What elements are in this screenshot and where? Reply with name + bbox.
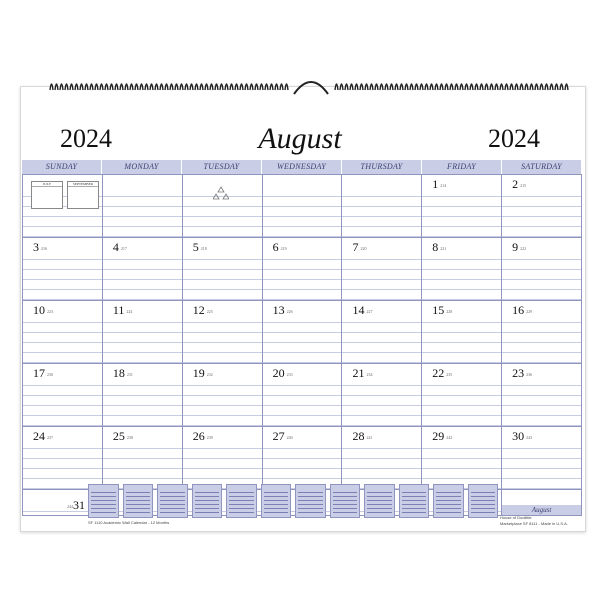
day-number — [33, 429, 53, 444]
month-title: August — [258, 122, 342, 155]
spiral-coil — [510, 84, 513, 90]
spiral-coil — [85, 84, 88, 90]
day-number-text: 22 — [432, 366, 445, 380]
day-cell[interactable] — [183, 175, 263, 237]
spiral-coil — [480, 84, 483, 90]
day-number — [273, 240, 287, 255]
spiral-coil — [220, 84, 223, 90]
day-cell[interactable] — [342, 427, 422, 489]
spiral-coil — [455, 84, 458, 90]
spiral-coil — [400, 84, 403, 90]
day-number — [273, 366, 293, 381]
spiral-coil — [540, 84, 543, 90]
spiral-coil — [545, 84, 548, 90]
footer-mini-month — [433, 484, 464, 518]
mini-month-grid — [91, 492, 116, 515]
day-number-text: 13 — [272, 303, 285, 317]
day-number-text: 30 — [512, 429, 525, 443]
day-cell[interactable] — [502, 238, 582, 300]
day-header-monday: MONDAY — [102, 160, 182, 174]
day-cell[interactable] — [502, 364, 582, 426]
day-number-text: 4 — [112, 240, 119, 254]
spiral-coil — [150, 84, 153, 90]
spiral-coil — [335, 84, 338, 90]
day-of-year: 221 — [440, 245, 447, 251]
spiral-coil — [555, 84, 558, 90]
footer-mini-month — [468, 484, 499, 518]
week-row — [22, 364, 582, 427]
spiral-coil — [50, 84, 53, 90]
mini-month-grid — [264, 492, 289, 515]
day-number — [512, 177, 526, 192]
day-number-text: 24 — [33, 429, 45, 443]
day-number-text: 14 — [352, 303, 365, 317]
spiral-coil — [210, 84, 213, 90]
mini-month-grid — [229, 492, 254, 515]
day-number — [512, 303, 532, 318]
day-number-text: 20 — [272, 366, 285, 380]
day-cell[interactable] — [502, 301, 582, 363]
day-number-text: 26 — [192, 429, 205, 443]
spiral-coil — [130, 84, 133, 90]
spiral-coil — [160, 84, 163, 90]
day-cell[interactable] — [502, 175, 582, 237]
day-header-wednesday: WEDNESDAY — [262, 160, 342, 174]
spiral-coil — [250, 84, 253, 90]
spiral-coil — [375, 84, 378, 90]
spiral-coil — [80, 84, 83, 90]
calendar-grid — [22, 160, 582, 516]
day-number-text: 12 — [192, 303, 205, 317]
day-of-year: 240 — [286, 434, 293, 440]
mini-calendar-title: SEPTEMBER — [68, 182, 98, 187]
spiral-coil — [355, 84, 358, 90]
day-cell[interactable] — [22, 238, 103, 300]
day-number-text: 19 — [192, 366, 205, 380]
footer-mini-month — [364, 484, 395, 518]
day-number — [193, 240, 207, 255]
day-number — [65, 498, 85, 513]
day-of-year: 232 — [206, 371, 213, 377]
spiral-coil — [340, 84, 343, 90]
day-cell[interactable] — [183, 301, 263, 363]
day-number-text: 27 — [272, 429, 285, 443]
day-cell[interactable] — [422, 364, 502, 426]
day-cell[interactable] — [103, 364, 183, 426]
spiral-coil — [90, 84, 93, 90]
footer-mini-month — [192, 484, 223, 518]
day-number — [33, 303, 53, 318]
day-of-year: 231 — [126, 371, 133, 377]
day-header-friday: FRIDAY — [422, 160, 502, 174]
spiral-coil — [520, 84, 523, 90]
spiral-coil — [405, 84, 408, 90]
day-cell[interactable] — [422, 301, 502, 363]
day-header-tuesday: TUESDAY — [182, 160, 262, 174]
day-number — [432, 303, 452, 318]
spiral-coil — [475, 84, 478, 90]
day-number — [193, 429, 213, 444]
day-number — [352, 240, 366, 255]
day-number-text: 7 — [352, 240, 359, 254]
day-cell[interactable] — [103, 238, 183, 300]
spiral-coil — [535, 84, 538, 90]
spiral-coil — [165, 84, 168, 90]
day-number-text: 5 — [192, 240, 199, 254]
spiral-coil — [485, 84, 488, 90]
day-number-text: 16 — [512, 303, 525, 317]
day-number — [432, 240, 446, 255]
spiral-coil — [240, 84, 243, 90]
day-number — [512, 366, 532, 381]
day-cell[interactable] — [502, 427, 582, 489]
days-of-week-header — [22, 160, 582, 175]
day-of-year: 217 — [120, 245, 127, 251]
mini-calendar-next — [67, 181, 99, 209]
day-of-year: 224 — [126, 308, 133, 314]
day-number-text: 25 — [112, 429, 125, 443]
day-cell[interactable] — [263, 175, 343, 237]
spiral-coil — [135, 84, 138, 90]
day-of-year: 234 — [366, 371, 373, 377]
day-cell[interactable] — [22, 364, 103, 426]
day-cell[interactable] — [22, 175, 103, 237]
day-cell[interactable] — [263, 238, 343, 300]
day-number-text: 10 — [33, 303, 45, 317]
spiral-coil — [140, 84, 143, 90]
day-number-text: 28 — [352, 429, 365, 443]
spiral-coil — [285, 84, 288, 90]
day-number-text: 8 — [432, 240, 439, 254]
spiral-coil — [170, 84, 173, 90]
spiral-coil — [450, 84, 453, 90]
day-cell[interactable] — [22, 427, 103, 489]
spiral-coil — [110, 84, 113, 90]
spiral-coil — [470, 84, 473, 90]
day-of-year: 218 — [200, 245, 207, 251]
mini-month-grid — [333, 492, 358, 515]
day-number-text: 31 — [73, 498, 85, 512]
footer-mini-month — [330, 484, 361, 518]
day-number — [193, 366, 213, 381]
spiral-coil — [70, 84, 73, 90]
day-number — [113, 429, 133, 444]
footer-mini-month — [261, 484, 292, 518]
spiral-coil — [435, 84, 438, 90]
spiral-coil — [60, 84, 63, 90]
day-cell[interactable] — [183, 238, 263, 300]
day-number — [432, 429, 452, 444]
spiral-coil — [55, 84, 58, 90]
spiral-coil — [265, 84, 268, 90]
spiral-coil — [410, 84, 413, 90]
mini-month-grid — [471, 492, 496, 515]
day-header-thursday: THURSDAY — [342, 160, 422, 174]
day-of-year: 225 — [206, 308, 213, 314]
week-row — [22, 175, 582, 238]
day-cell[interactable] — [342, 238, 422, 300]
day-number-text: 6 — [272, 240, 279, 254]
day-cell[interactable] — [263, 427, 343, 489]
spiral-coil — [75, 84, 78, 90]
day-cell[interactable] — [183, 427, 263, 489]
spiral-coil — [415, 84, 418, 90]
spiral-coil — [380, 84, 383, 90]
spiral-coil — [260, 84, 263, 90]
day-cell[interactable] — [422, 427, 502, 489]
spiral-coil — [270, 84, 273, 90]
day-number — [113, 240, 127, 255]
spiral-coil — [145, 84, 148, 90]
day-cell[interactable] — [263, 364, 343, 426]
spiral-coil — [235, 84, 238, 90]
day-number-text: 15 — [432, 303, 445, 317]
spiral-binding — [46, 76, 576, 96]
day-of-year: 239 — [206, 434, 213, 440]
spiral-coil — [245, 84, 248, 90]
spiral-coil — [465, 84, 468, 90]
day-number — [193, 303, 213, 318]
day-of-year: 226 — [286, 308, 293, 314]
footer-mini-month — [123, 484, 154, 518]
day-number — [432, 177, 446, 192]
mini-month-grid — [126, 492, 151, 515]
mini-month-grid — [402, 492, 427, 515]
spiral-coil — [120, 84, 123, 90]
spiral-coil — [515, 84, 518, 90]
footer-month-strip — [88, 484, 498, 518]
spiral-coil — [360, 84, 363, 90]
day-cell[interactable] — [422, 175, 502, 237]
day-of-year: 229 — [526, 308, 533, 314]
week-row — [22, 301, 582, 364]
day-number-text: 3 — [33, 240, 39, 254]
day-cell[interactable] — [183, 364, 263, 426]
day-of-year: 242 — [446, 434, 453, 440]
footer-left-text: SF 1110 Academic Wall Calendar - 12 Months — [88, 520, 170, 525]
spiral-coil — [530, 84, 533, 90]
day-number-text: 29 — [432, 429, 445, 443]
spiral-coil — [115, 84, 118, 90]
day-number — [432, 366, 452, 381]
spiral-coil — [495, 84, 498, 90]
day-number-text: 18 — [112, 366, 125, 380]
spiral-coil — [185, 84, 188, 90]
day-cell[interactable] — [103, 301, 183, 363]
spiral-coil — [385, 84, 388, 90]
day-of-year: 214 — [440, 182, 447, 188]
mini-month-grid — [367, 492, 392, 515]
mini-month-grid — [298, 492, 323, 515]
day-of-year: 236 — [526, 371, 533, 377]
day-number-text: 1 — [432, 177, 439, 191]
week-row — [22, 427, 582, 490]
month-label-tab: August — [502, 505, 581, 515]
day-number — [113, 303, 133, 318]
year-left: 2024 — [60, 124, 112, 153]
spiral-coil — [420, 84, 423, 90]
spiral-coil — [430, 84, 433, 90]
day-of-year: 222 — [520, 245, 527, 251]
day-of-year: 233 — [286, 371, 293, 377]
day-number — [273, 303, 293, 318]
day-number-text: 9 — [512, 240, 519, 254]
day-cell[interactable] — [422, 238, 502, 300]
spiral-coil — [205, 84, 208, 90]
recycle-icon — [213, 185, 229, 201]
day-header-saturday: SATURDAY — [502, 160, 582, 174]
footer-mini-month — [399, 484, 430, 518]
day-header-sunday: SUNDAY — [22, 160, 102, 174]
day-of-year: 243 — [526, 434, 533, 440]
day-number — [512, 429, 532, 444]
day-number — [273, 429, 293, 444]
day-of-year: 238 — [126, 434, 133, 440]
mini-month-grid — [436, 492, 461, 515]
day-of-year: 223 — [47, 308, 53, 314]
day-of-year: 227 — [366, 308, 373, 314]
footer-mini-month — [226, 484, 257, 518]
spiral-coil — [200, 84, 203, 90]
day-of-year: 235 — [446, 371, 453, 377]
spiral-coil — [155, 84, 158, 90]
day-of-year: 237 — [47, 434, 53, 440]
spiral-coil — [425, 84, 428, 90]
day-number-text: 23 — [512, 366, 525, 380]
day-number-text: 17 — [33, 366, 45, 380]
week-row — [22, 238, 582, 301]
mini-calendar-prev — [31, 181, 63, 209]
spiral-coil — [125, 84, 128, 90]
spiral-coil — [550, 84, 553, 90]
mini-calendar-title: JULY — [32, 182, 62, 187]
day-number — [512, 240, 526, 255]
spiral-coil — [440, 84, 443, 90]
spiral-coil — [560, 84, 563, 90]
spiral-coil — [350, 84, 353, 90]
day-of-year: 216 — [41, 245, 47, 251]
year-right: 2024 — [488, 124, 540, 153]
day-number — [352, 429, 372, 444]
spiral-coil — [395, 84, 398, 90]
extra-cell — [502, 490, 582, 515]
spiral-coil — [275, 84, 278, 90]
day-of-year: 228 — [446, 308, 453, 314]
spiral-coil — [180, 84, 183, 90]
spiral-coil — [255, 84, 258, 90]
spiral-coil — [280, 84, 283, 90]
day-cell[interactable] — [103, 175, 183, 237]
day-of-year: 230 — [47, 371, 53, 377]
footer-right-text — [500, 515, 568, 527]
day-cell[interactable] — [263, 301, 343, 363]
day-cell[interactable] — [342, 175, 422, 237]
day-cell[interactable] — [22, 301, 103, 363]
day-of-year: 219 — [280, 245, 287, 251]
day-of-year: 220 — [360, 245, 367, 251]
spiral-coil — [215, 84, 218, 90]
day-of-year: 244 — [67, 503, 73, 509]
day-number-text: 21 — [352, 366, 365, 380]
day-number-text: 11 — [112, 303, 125, 317]
spiral-coil — [525, 84, 528, 90]
footer-mini-month — [157, 484, 188, 518]
mini-month-grid — [160, 492, 185, 515]
spiral-coil — [460, 84, 463, 90]
spiral-coil — [65, 84, 68, 90]
day-of-year: 241 — [366, 434, 373, 440]
day-number — [352, 366, 372, 381]
spiral-coil — [230, 84, 233, 90]
spiral-coil — [370, 84, 373, 90]
spiral-coil — [445, 84, 448, 90]
spiral-coil — [100, 84, 103, 90]
spiral-coil — [225, 84, 228, 90]
day-cell[interactable] — [342, 301, 422, 363]
day-cell[interactable] — [103, 427, 183, 489]
day-number — [33, 240, 47, 255]
spiral-coil — [505, 84, 508, 90]
spiral-coil — [390, 84, 393, 90]
footer-brand: House of Doolittle — [500, 515, 532, 520]
spiral-coil — [105, 84, 108, 90]
spiral-coil — [95, 84, 98, 90]
spiral-coil — [175, 84, 178, 90]
mini-month-grid — [195, 492, 220, 515]
day-cell[interactable] — [342, 364, 422, 426]
footer-model: Marketplace SF 8111 - Made in U.S.A. — [500, 521, 568, 526]
spiral-coil — [190, 84, 193, 90]
spiral-coil — [490, 84, 493, 90]
spiral-coil — [365, 84, 368, 90]
day-number-text: 2 — [512, 177, 519, 191]
day-number — [113, 366, 133, 381]
spiral-coil — [500, 84, 503, 90]
spiral-coil — [345, 84, 348, 90]
footer-mini-month — [88, 484, 119, 518]
spiral-coil — [195, 84, 198, 90]
footer-mini-month — [295, 484, 326, 518]
day-of-year: 215 — [520, 182, 527, 188]
day-number — [352, 303, 372, 318]
day-number — [33, 366, 53, 381]
spiral-coil — [565, 84, 568, 90]
